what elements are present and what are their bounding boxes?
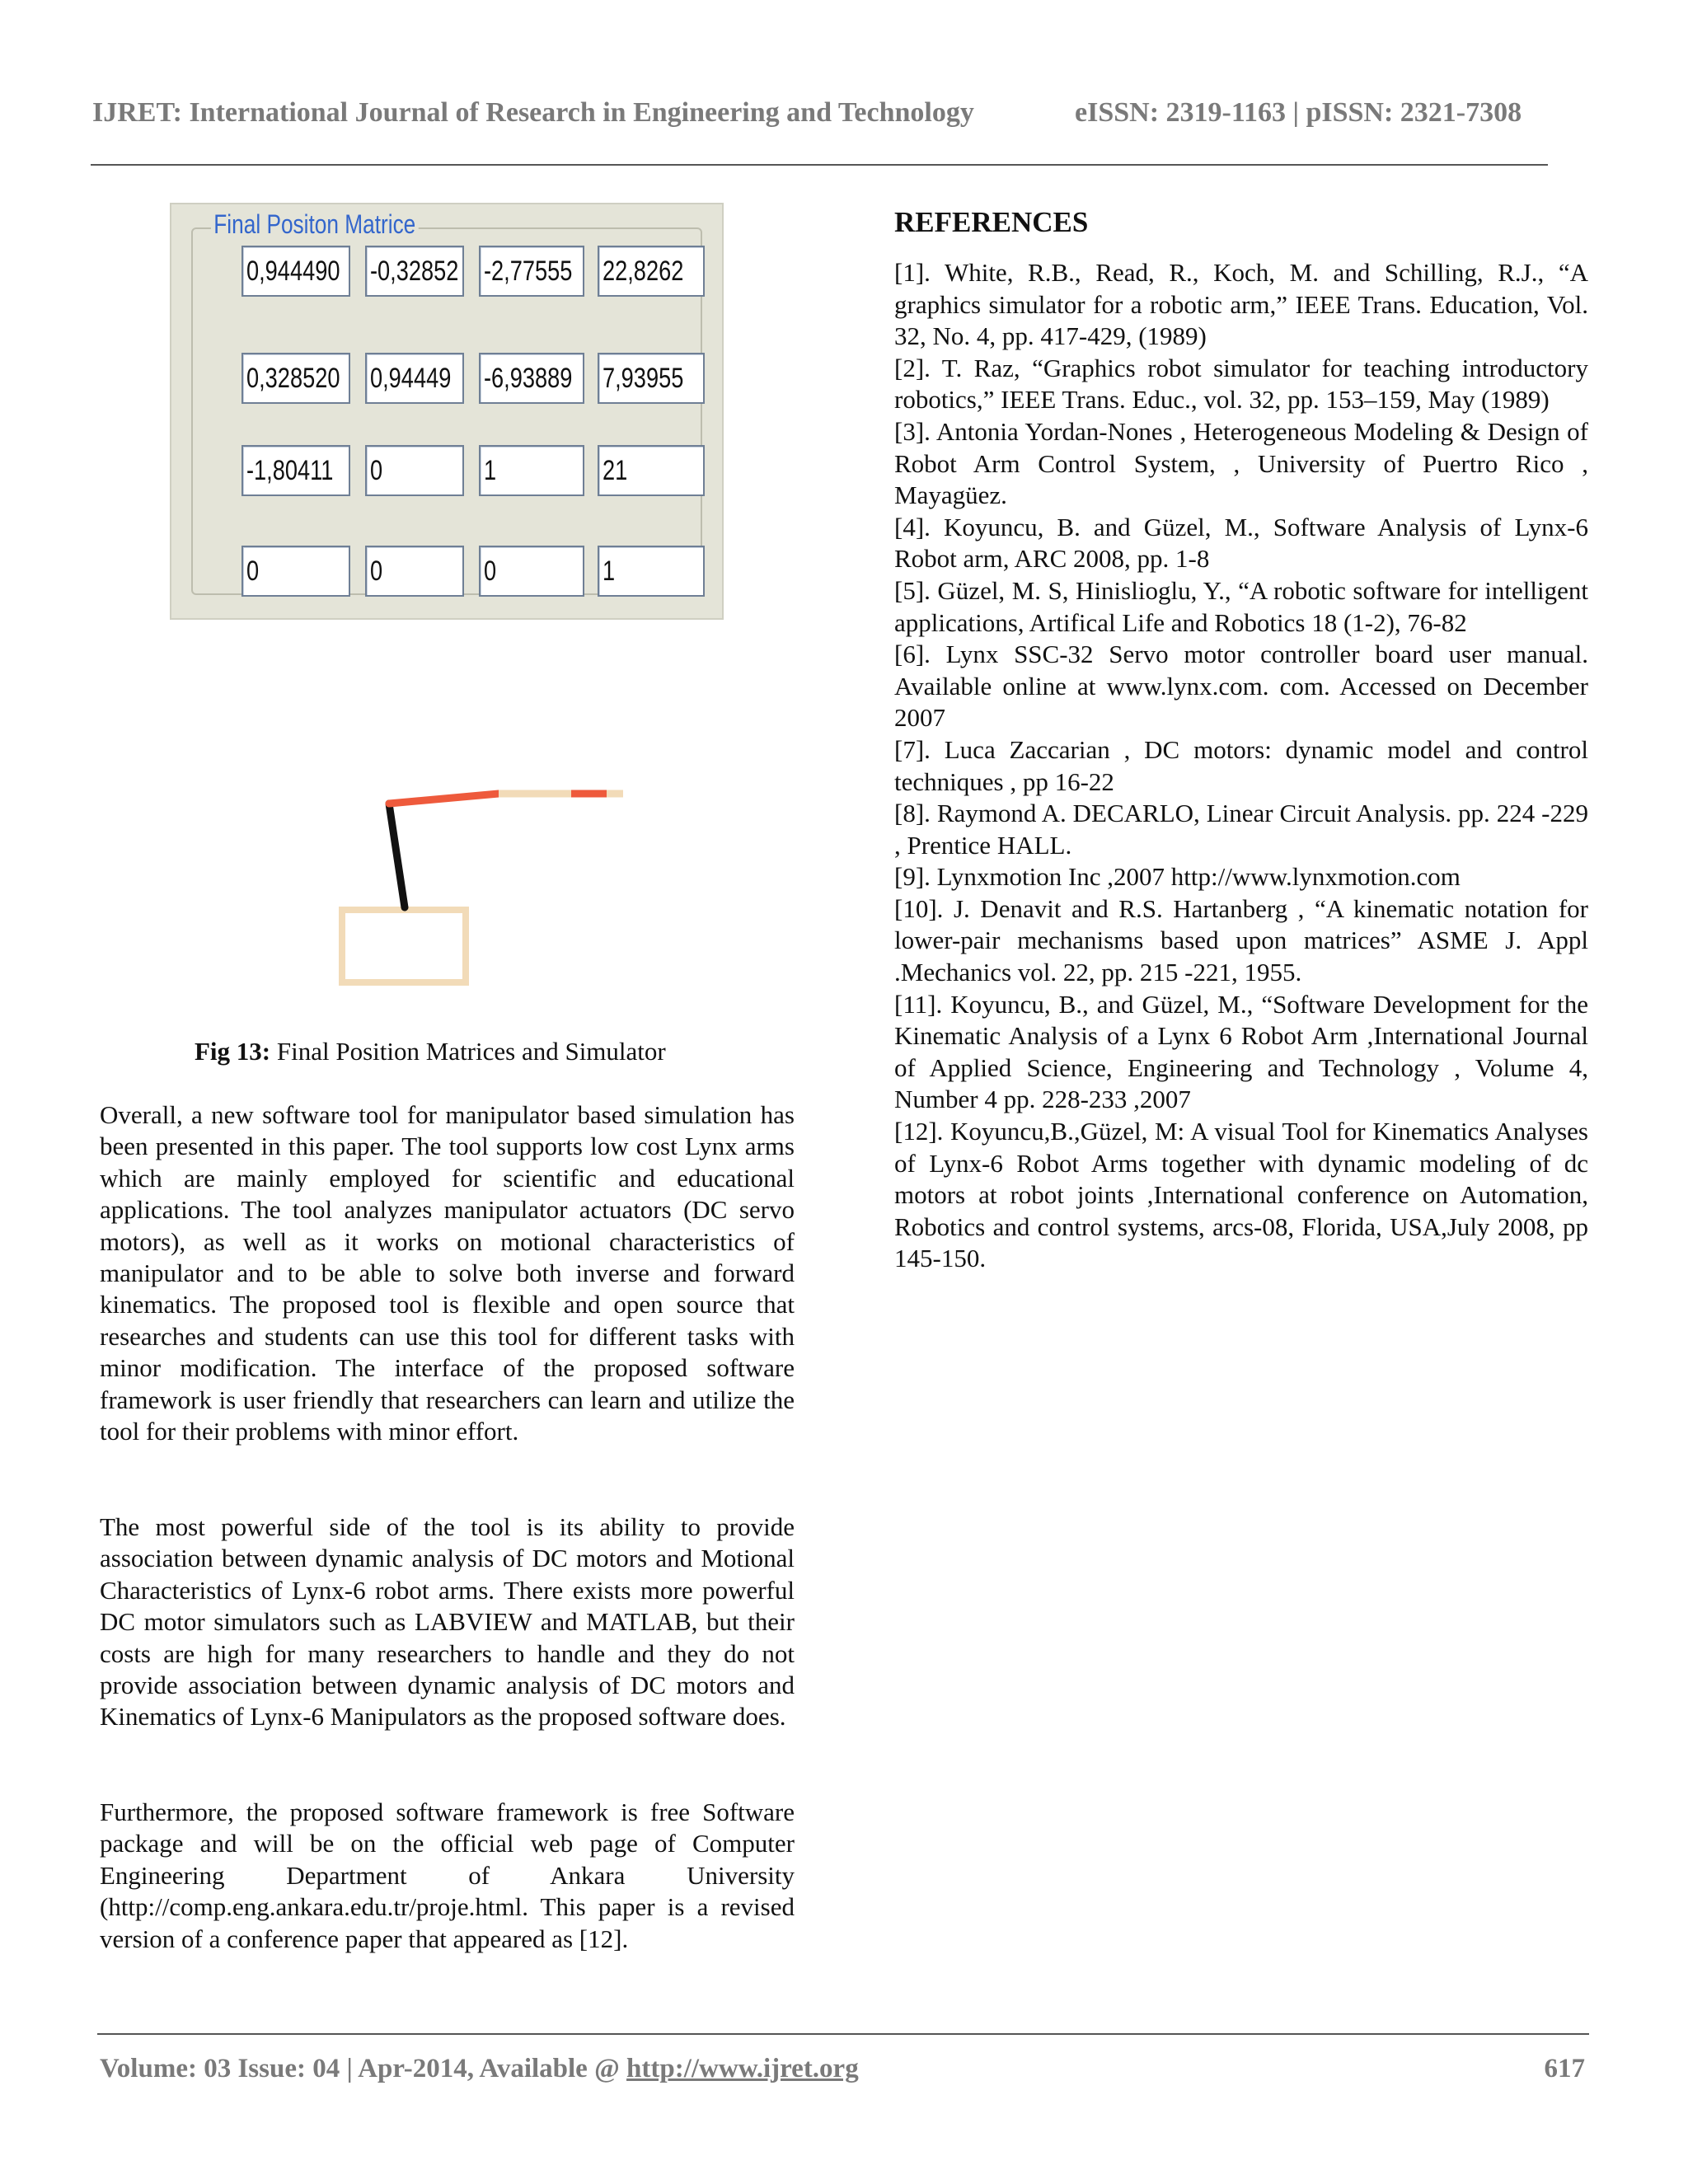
matrix-cell[interactable]: 1 [598, 546, 705, 597]
reference-item: [3]. Antonia Yordan-Nones , Heterogeneous Modeling & Design of Robot Arm Control System, , University of Puertro Rico , Mayagüez. [894, 416, 1588, 510]
matrix-cell[interactable]: -0,32852 [365, 246, 464, 297]
caption-label: Fig 13: [195, 1037, 271, 1066]
arm-link-1 [389, 804, 405, 907]
matrix-cell[interactable]: 22,8262 [598, 246, 705, 297]
footer-link[interactable]: http://www.ijret.org [626, 2054, 859, 2083]
matrix-cell[interactable]: 21 [598, 445, 705, 496]
robot-base [342, 910, 466, 982]
matrix-cell[interactable]: 0,944490 [241, 246, 350, 297]
matrix-cell[interactable]: 0 [365, 445, 464, 496]
reference-item: [11]. Koyuncu, B., and Güzel, M., “Software Development for the Kinematic Analysis of a Lynx 6 Robot Arm ,International Journal of Applied Science, Engineering and Technology , Volume 4, Number 4 pp. 228-233 ,2007 [894, 989, 1588, 1114]
footer-volume: Volume: 03 Issue: 04 | Apr-2014, Available @ http://www.ijret.org [100, 2054, 859, 2083]
page-header [92, 97, 1546, 138]
matrix-cell[interactable]: -2,77555 [479, 246, 584, 297]
final-position-matrix-panel [170, 203, 724, 620]
matrix-cell[interactable]: 0 [365, 546, 464, 597]
figure-caption [195, 1037, 666, 1066]
references-list [894, 257, 1588, 1275]
reference-item: [10]. J. Denavit and R.S. Hartanberg , “A kinematic notation for lower-pair mechanisms based upon matrices” ASME J. Appl .Mechanics vol. 22, pp. 215 -221, 1955. [894, 893, 1588, 987]
reference-item: [4]. Koyuncu, B. and Güzel, M., Software Analysis of Lynx-6 Robot arm, ARC 2008, pp. 1-8 [894, 512, 1588, 574]
robot-arm-simulator [330, 775, 659, 989]
matrix-cell[interactable]: 7,93955 [598, 353, 705, 404]
reference-item: [2]. T. Raz, “Graphics robot simulator for teaching introductory robotics,” IEEE Trans. Educ., vol. 32, pp. 153–159, May (1989) [894, 353, 1588, 415]
page-footer [100, 2054, 1585, 2090]
caption-text: Final Position Matrices and Simulator [270, 1037, 666, 1066]
matrix-cell[interactable]: -1,80411 [241, 445, 350, 496]
references-heading: REFERENCES [894, 206, 1089, 238]
matrix-cell[interactable]: -6,93889 [479, 353, 584, 404]
reference-item: [1]. White, R.B., Read, R., Koch, M. and Schilling, R.J., “A graphics simulator for a robotic arm,” IEEE Trans. Education, Vol. 32, No. 4, pp. 417-429, (1989) [894, 258, 1588, 351]
matrix-cell[interactable]: 0 [241, 546, 350, 597]
issn-text: eISSN: 2319-1163 | pISSN: 2321-7308 [1075, 97, 1522, 128]
journal-title: IJRET: International Journal of Research in Engineering and Technology [92, 97, 974, 128]
header-rule [91, 164, 1548, 166]
body-paragraph-3: Furthermore, the proposed software framework is free Software package and will be on the official web page of Computer Engineering Department of Ankara University (http://comp.eng.ankara.edu.tr/proje.html. This paper is a revised version of a conference paper that appeared as [12]. [100, 1797, 795, 1953]
reference-item: [9]. Lynxmotion Inc ,2007 http://www.lynxmotion.com [894, 862, 1461, 892]
body-paragraph-2: The most powerful side of the tool is its ability to provide association between dynamic analysis of DC motors and Motional Characteristics of Lynx-6 robot arms. There exists more powerful DC motor simulators such as LABVIEW and MATLAB, but their costs are high for many researchers to handle and they do not provide association between dynamic analysis of DC motors and Kinematics of Lynx-6 Manipulators as the proposed software does. [100, 1512, 795, 1732]
arm-link-2 [389, 794, 499, 804]
reference-item: [8]. Raymond A. DECARLO, Linear Circuit Analysis. pp. 224 -229 , Prentice HALL. [894, 799, 1588, 860]
matrix-cell[interactable]: 1 [479, 445, 584, 496]
matrix-cell[interactable]: 0,94449 [365, 353, 464, 404]
reference-item: [6]. Lynx SSC-32 Servo motor controller board user manual. Available online at www.lynx.com. com. Accessed on December 2007 [894, 640, 1588, 733]
panel-title: Final Positon Matrice [211, 209, 419, 240]
reference-item: [5]. Güzel, M. S, Hinislioglu, Y., “A robotic software for intelligent applications, Artifical Life and Robotics 18 (1-2), 76-82 [894, 575, 1588, 637]
matrix-cell[interactable]: 0 [479, 546, 584, 597]
reference-item: [7]. Luca Zaccarian , DC motors: dynamic model and control techniques , pp 16-22 [894, 734, 1588, 796]
matrix-cell[interactable]: 0,328520 [241, 353, 350, 404]
body-paragraph-1: Overall, a new software tool for manipulator based simulation has been presented in this paper. The tool supports low cost Lynx arms which are mainly employed for scientific and educational applications. The tool analyzes manipulator actuators (DC servo motors), as well as it works on motional characteristics of manipulator and to be able to solve both inverse and forward kinematics. The proposed tool is flexible and open source that researches and students can use this tool for different tasks with minor modification. The interface of the proposed software framework is user friendly that researchers can learn and utilize the tool for their problems with minor effort. [100, 1100, 795, 1446]
footer-rule [97, 2033, 1589, 2035]
reference-item: [12]. Koyuncu,B.,Güzel, M: A visual Tool for Kinematics Analyses of Lynx-6 Robot Arms together with dynamic modeling of dc motors at robot joints ,International conference on Automation, Robotics and control systems, arcs-08, Florida, USA,July 2008, pp 145-150. [894, 1117, 1588, 1273]
page-number: 617 [1544, 2054, 1585, 2083]
